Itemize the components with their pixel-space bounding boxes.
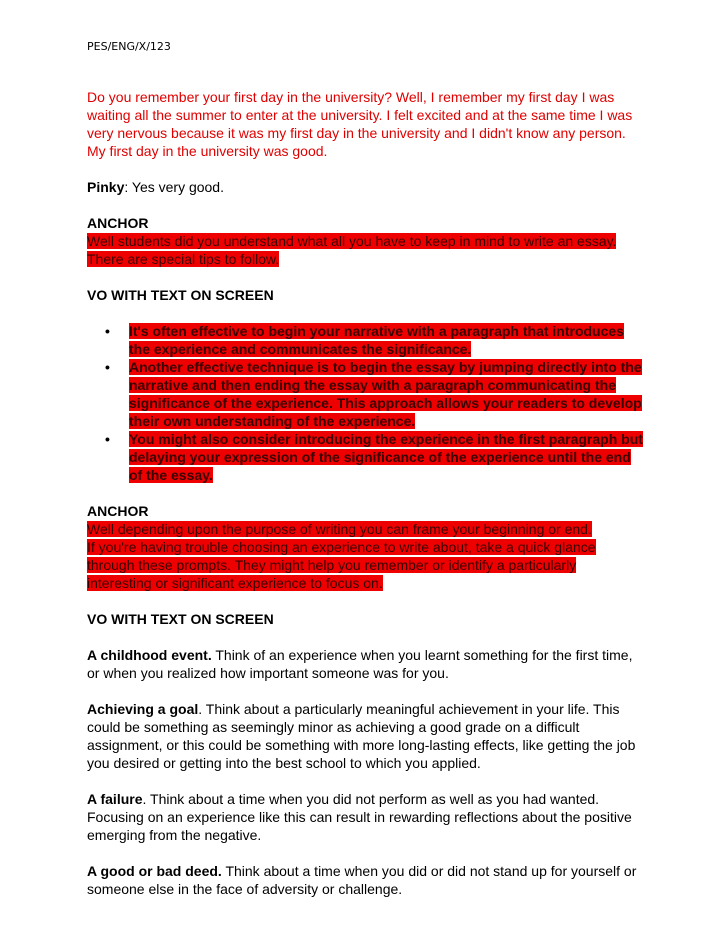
document-body [87,88,643,916]
highlighted-text: If you're having trouble choosing an experience to write about, take a quick glance through these prompts. They might help you remember or identify a particularly interesting or significant experience to focus on. [87,539,596,591]
prompt-text: . Think about a particularly meaningful achievement in your life. This could be something as seemingly minor as achieving a good grade on a difficult assignment, or this could be something with more long-lasting effects, like getting the job you desired or getting into the best school to which you applied. [87,701,636,771]
speaker-text: : Yes very good. [124,179,224,195]
document-code: PES/ENG/X/123 [87,40,171,53]
highlighted-text: Another effective technique is to begin the essay by jumping directly into the narrative and then ending the essay with a paragraph communicating the significance of the experience. This approach allows your readers to develop their own understanding of the experience. [129,359,642,429]
prompt-paragraph [87,646,643,682]
prompt-paragraph [87,790,643,844]
prompt-paragraph [87,862,643,898]
highlighted-text: Well students did you understand what all you have to keep in mind to write an essay. There are special tips to follow. [87,233,617,267]
prompt-heading: Achieving a goal [87,701,199,717]
intro-paragraph: Do you remember your first day in the university? Well, I remember my first day I was waiting all the summer to enter at the university. I felt excited and at the same time I was very nervous because it was my first day in the university and I didn't know any person. My first day in the university was good. [87,89,633,159]
prompt-heading: A good or bad deed. [87,863,222,879]
vo-heading-1: VO WITH TEXT ON SCREEN [87,287,274,303]
list-item [129,358,643,430]
anchor-heading-2: ANCHOR [87,503,149,519]
anchor-text-2a [87,520,643,538]
highlighted-text: You might also consider introducing the experience in the first paragraph but delaying your expression of the significance of the experience until the end of the essay. [129,431,643,483]
prompt-paragraph [87,700,643,772]
prompt-text: . Think about a time when you did not perform as well as you had wanted. Focusing on an experience like this can result in rewarding reflections about the positive emerging from the negative. [87,791,632,843]
prompt-text: Think of an experience when you learnt something for the first time, or when you realized how important someone was for you. [87,647,633,681]
prompt-text: Think about a time when you did or did not stand up for yourself or someone else in the face of adversity or challenge. [87,863,637,897]
prompt-heading: A childhood event. [87,647,212,663]
highlighted-text: It's often effective to begin your narrative with a paragraph that introduces the experience and communicates the significance. [129,323,624,357]
list-item [129,322,643,358]
tips-list [87,322,643,484]
anchor-text-2b [87,538,643,592]
speaker-name: Pinky [87,179,125,195]
highlighted-text: Well depending upon the purpose of writing you can frame your beginning or end. [87,521,592,537]
prompt-heading: A failure [87,791,143,807]
anchor-text-1 [87,232,643,268]
vo-heading-2: VO WITH TEXT ON SCREEN [87,611,274,627]
list-item [129,430,643,484]
anchor-heading-1: ANCHOR [87,215,149,231]
pinky-line [87,178,643,196]
